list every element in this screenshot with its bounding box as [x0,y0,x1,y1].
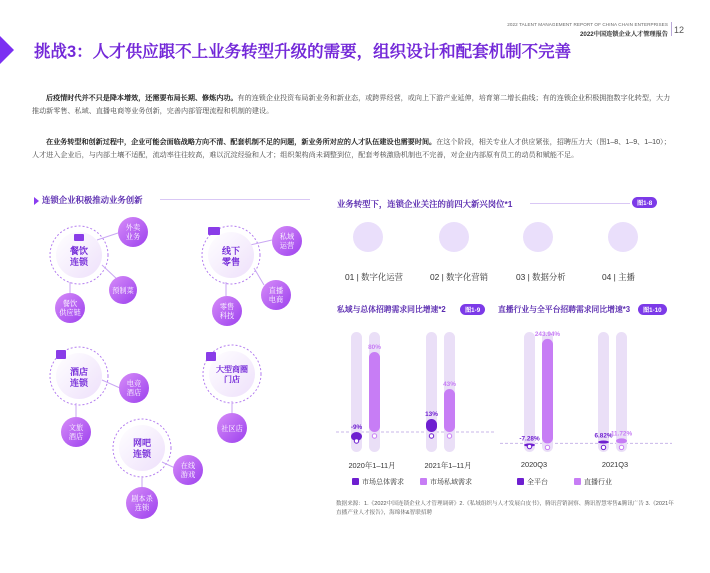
roles-title-rule [530,203,630,204]
chart2-category-2: 2021Q3 [601,460,629,469]
innovation-section-title: 连锁企业积极推动业务创新 [42,195,143,205]
chart2-legend-2: 直播行业 [584,479,612,486]
role-2: 02 | 数字化营销 [430,272,489,282]
chart2-bar-dot [619,445,623,449]
hotel-center-label: 酒店 连锁 [69,367,88,388]
data-source-note: 数据来源：1.《2022中国连锁企业人才管理调研》2.《私域组织与人才发展白皮书》，腾讯营销洞察、腾讯智慧零售&腾讯广告 3.《2021年直播产业人才报告》，海绵体&智联招聘 [336,501,674,516]
chart2-legend-swatch-1 [517,478,524,485]
chart2-bar [542,339,553,444]
chart2-bar [616,438,627,443]
role-1-num: 01 [345,272,355,282]
innovation-title-rule [160,199,310,200]
chart1-legend-1: 市场总体需求 [362,479,404,486]
retail-node-2-label: 直播 电商 [268,286,284,304]
chart1-legend-swatch-1 [352,478,359,485]
chart2-bar-dot [527,444,531,448]
catering-link-2 [102,265,118,280]
netcafe-node-1-label: 在线 游戏 [180,461,196,479]
role-1: 01 | 数字化运营 [345,272,404,282]
role-1-label: 数字化运营 [361,272,404,282]
chart1-legend-2: 市场私域需求 [430,479,472,486]
chart1-value-label: 13% [425,411,438,418]
paragraph-1 [32,92,672,119]
role-3-label: 数据分析 [532,272,566,282]
catering-icon [74,234,84,241]
hotel-icon [56,350,66,359]
chart2-legend-1: 全平台 [527,479,548,486]
chart2-bar-dot [545,445,549,449]
chart2-value-label: 243.94% [534,330,561,338]
chart1-bar [444,389,455,432]
chart2-bar [598,441,609,444]
role-2-num: 02 [430,272,440,282]
chart2-value-label: 6.82% [594,432,613,440]
report-title-cn: 2022中国连锁企业人才管理报告 [579,31,668,38]
paragraph-1-lead: 后疫情时代并不只是降本增效，还需要布局长期、修炼内功。 [46,94,238,102]
paragraph-1-body: 有的连锁企业投资布局新业务和新业态，或跨界经营，或向上下游产业延伸，培育第二增长曲线；有的连锁企业积极拥抱数字化转型，大力推动新零售、私域、直播电商等业务创新，完善内部管理流程和机制的建设。 [32,94,671,116]
chart2-plot [500,320,672,460]
figure-badge-1-9: 图1-9 [460,304,485,315]
chart2-value-label: -7.28% [519,435,540,443]
retail-link-2 [254,268,264,285]
figure-badge-1-8: 图1-8 [632,197,657,208]
mall-center-label: 大型商圈 门店 [216,365,248,384]
chart1-category-2: 2021年1–11月 [424,461,472,470]
catering-node-3-label: 餐饮 供应链 [59,299,81,317]
mall-node-1-label: 社区店 [221,424,243,433]
hotel-node-1-label: 电竞 酒店 [126,379,142,397]
role-4: 04 | 主播 [602,272,635,282]
catering-node-2-label: 预制菜 [112,286,134,295]
header-divider [671,22,672,36]
page-number: 12 [673,25,684,35]
chart1-bar-dot [372,434,376,438]
chart1-svg [336,320,496,460]
paragraph-2-lead: 在业务转型和创新过程中，企业可能会面临战略方向不清、配套机制不足的问题，新业务所对应的人才队伍建设也需要时间。 [46,138,437,146]
chart1-category-1: 2020年1–11月 [348,461,396,470]
chart2-value-label: 11.72% [610,430,633,438]
report-title-en: 2022 TALENT MANAGEMENT REPORT OF CHINA CHAIN ENTERPRISES [507,22,668,27]
role-4-label: 主播 [618,272,635,282]
chart1-plot [336,320,496,460]
chart2-legend-swatch-2 [574,478,581,485]
netcafe-node-2-label: 剧本杀 连锁 [131,494,153,512]
role-3: 03 | 数据分析 [516,272,566,282]
chart1-bar [426,419,437,432]
chart2-svg [500,320,672,460]
retail-icon [208,227,220,235]
chart2-title: 直播行业与全平台招聘需求同比增速*3 [498,305,631,314]
role-2-label: 数字化营销 [446,272,489,282]
chart1-bar-dot [354,439,358,443]
chart1-legend-swatch-2 [420,478,427,485]
person-megaphone-icon [439,222,469,252]
chart1-bar-dot [447,434,451,438]
person-chart-icon [353,222,383,252]
chart2-bar-dot [601,445,605,449]
chart1-value-label: -9% [350,424,363,431]
retail-center-label: 线下 零售 [221,246,240,267]
chart1-bar [369,352,380,432]
figure-badge-1-10: 图1-10 [638,304,667,315]
paragraph-2 [32,136,672,163]
catering-center-label: 餐饮 连锁 [69,246,88,267]
paragraph-2-body: 在这个阶段，相关专业人才供应紧张，招聘压力大（图1–8、1–9、1–10）；人才进入企业后，与内部土壤不适配，流动率往往较高，难以沉淀经验和人才；组织架构尚未调整到位，配套考核激励机制也不完善，对企业内部原有员工的动员和赋能不足。 [32,138,671,160]
chart1-value-label: 43% [443,381,456,388]
chart2-bar-track [524,332,535,452]
mall-icon [206,352,216,361]
role-4-num: 04 [602,272,612,282]
catering-node-1-label: 外卖 业务 [125,223,141,241]
role-3-num: 03 [516,272,526,282]
retail-node-1-label: 私域 运营 [279,232,295,250]
chart1-bar-dot [429,434,433,438]
netcafe-center-label: 网吧 连锁 [132,438,151,459]
retail-node-3-label: 零售 科技 [219,302,235,320]
corner-triangle-icon [0,36,14,64]
page-title: 挑战3：人才供应跟不上业务转型升级的需要，组织设计和配套机制不完善 [34,43,572,61]
hotel-node-2-label: 文旅 酒店 [68,423,84,441]
roles-section-title: 业务转型下，连锁企业关注的前四大新兴岗位*1 [337,199,513,209]
chart1-title: 私域与总体招聘需求同比增速*2 [337,305,446,314]
person-analytics-icon [523,222,553,252]
chart1-value-label: 80% [368,344,381,351]
person-microphone-icon [608,222,638,252]
chart2-category-1: 2020Q3 [520,460,548,469]
section-marker-icon [34,197,39,205]
